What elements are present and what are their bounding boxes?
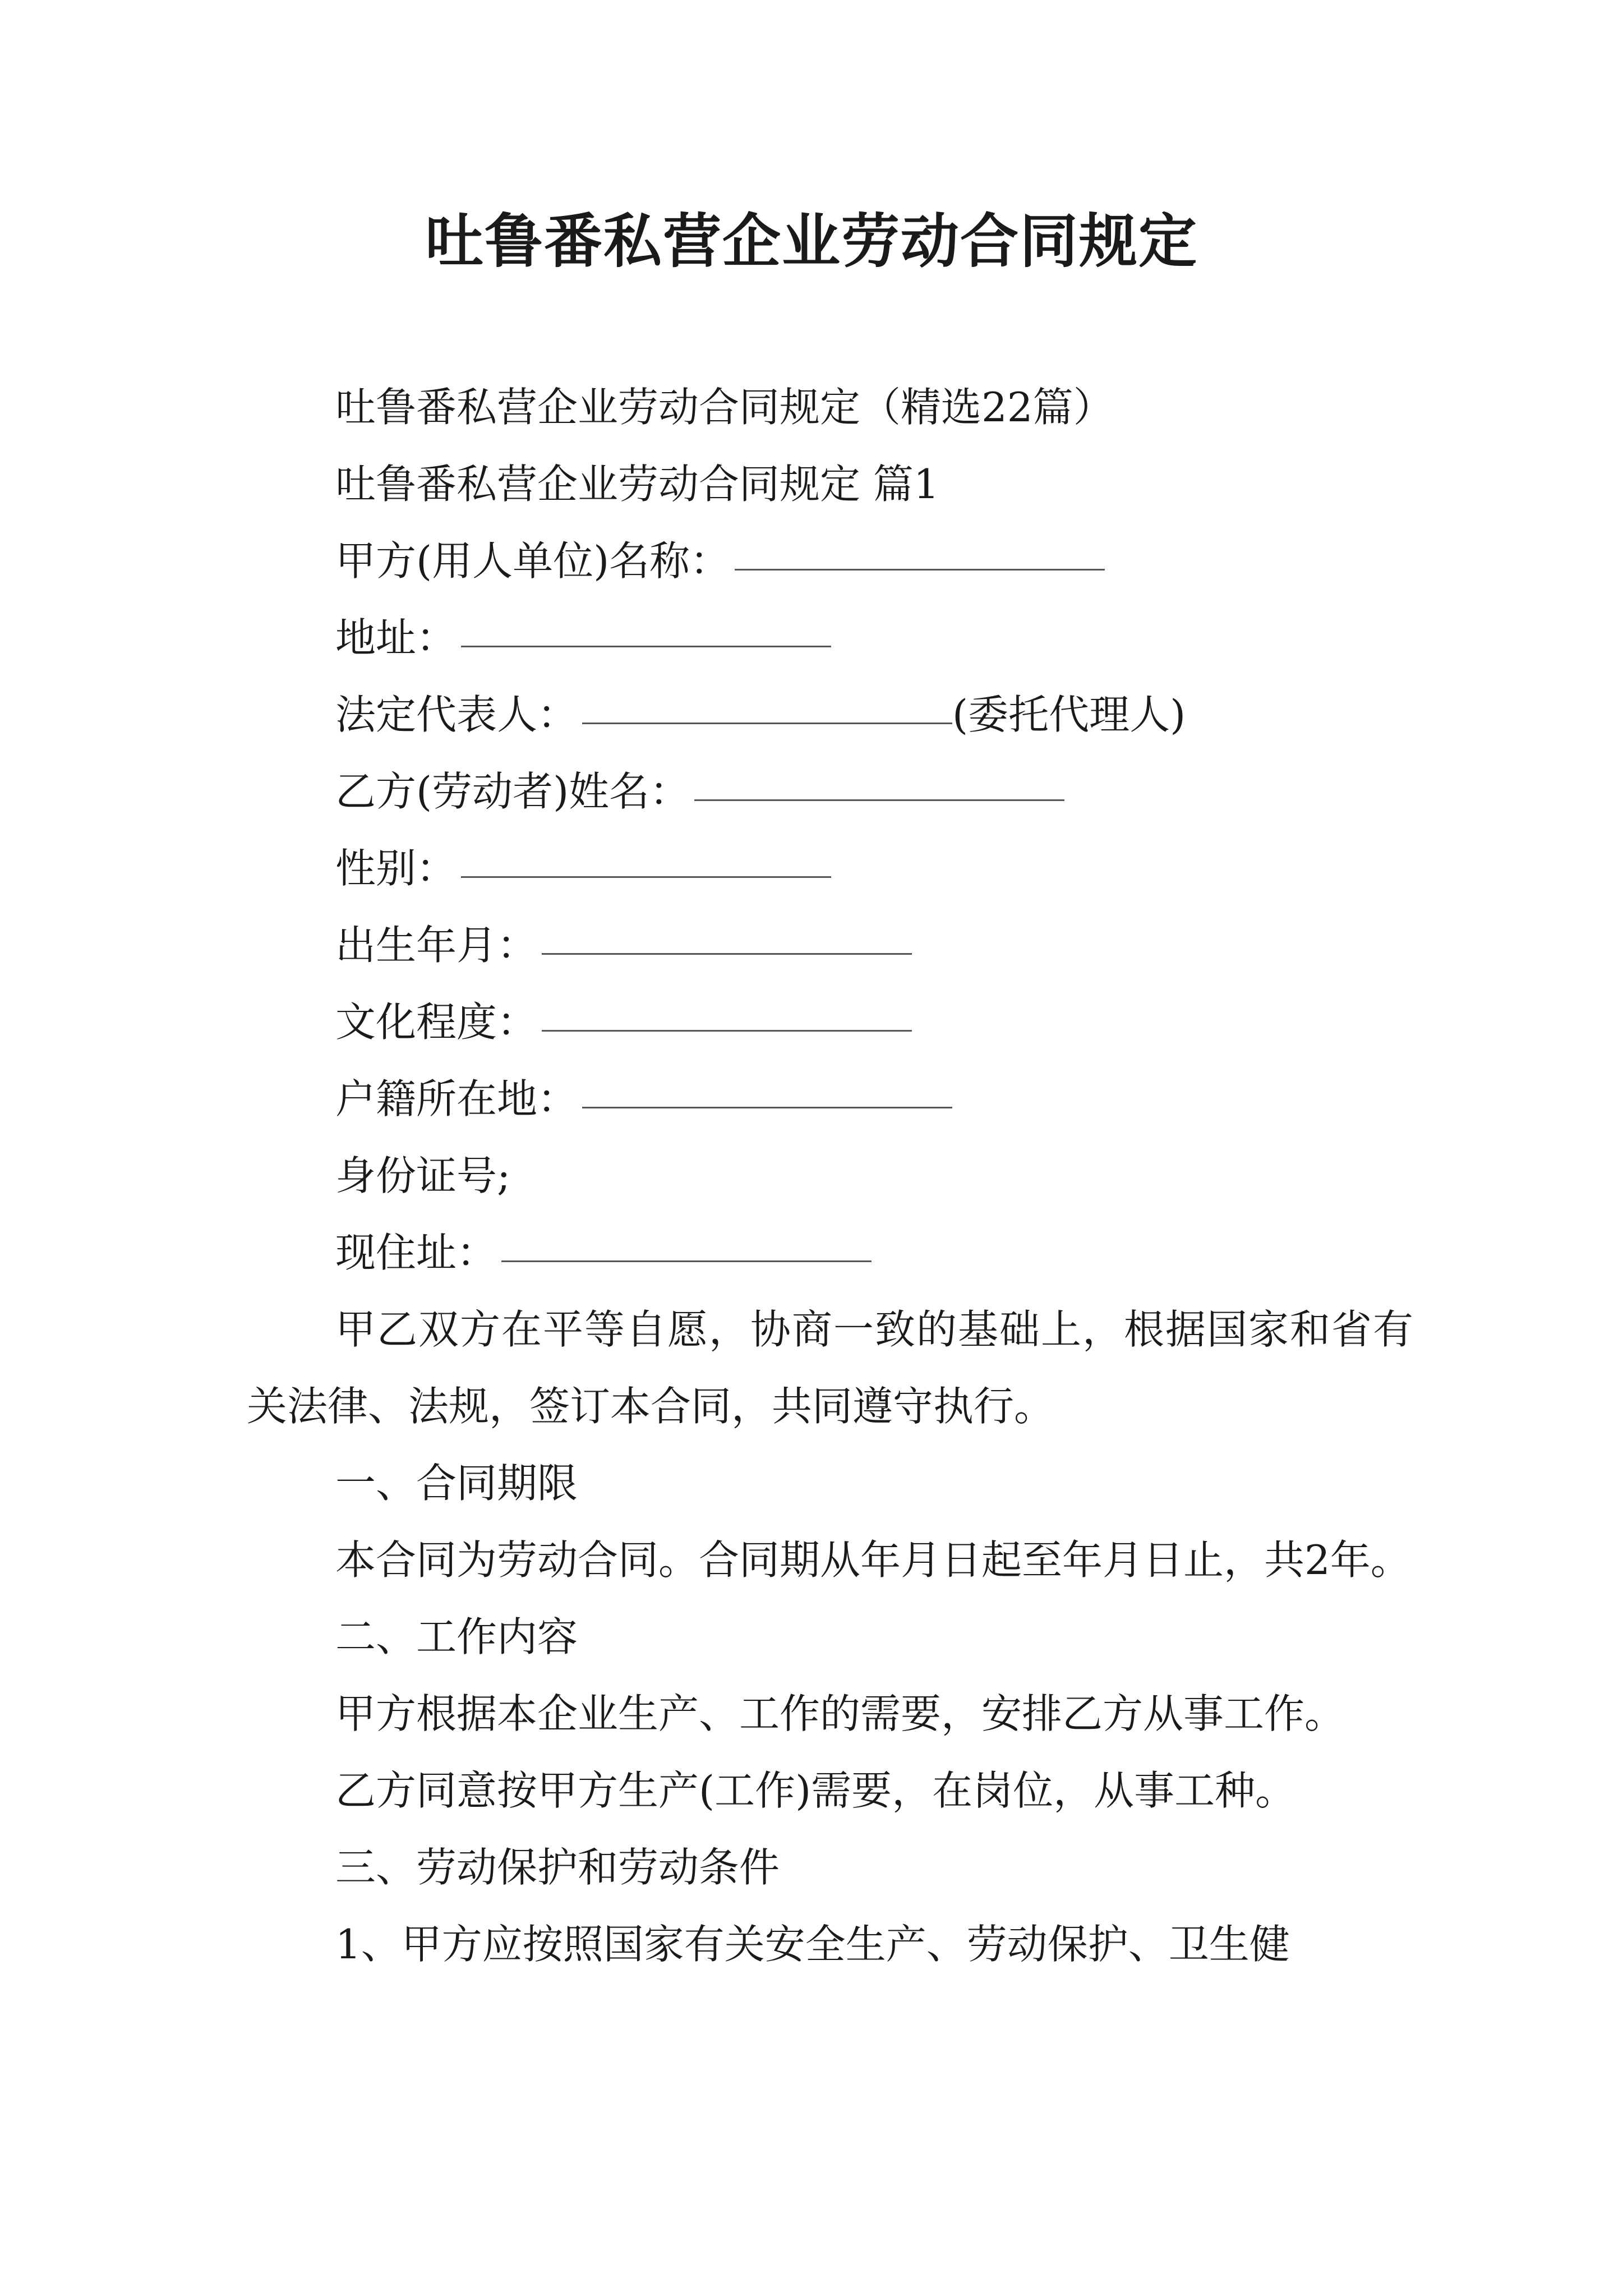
fill-in-line [735, 567, 1105, 570]
fill-in-line [694, 797, 1064, 801]
field-party-b-name [247, 753, 1413, 830]
field-label: 户籍所在地： [335, 1075, 578, 1122]
field-suffix: (委托代理人) [952, 691, 1186, 738]
field-party-a-name [247, 523, 1413, 600]
fill-in-line [542, 951, 912, 955]
heading-work-content: 二、工作内容 [335, 1613, 578, 1660]
paragraph-work-agreement: 乙方同意按甲方生产(工作)需要，在岗位，从事工种。 [335, 1767, 1296, 1814]
fill-in-line [582, 720, 952, 724]
fill-in-line [582, 1105, 952, 1108]
document-subtitle: 吐鲁番私营企业劳动合同规定（精选22篇） [335, 384, 1114, 431]
fill-in-line [461, 643, 831, 647]
fill-in-line [461, 874, 831, 878]
heading-labor-protection: 三、劳动保护和劳动条件 [335, 1844, 780, 1891]
paragraph-labor-protection-1: 1、甲方应按照国家有关安全生产、劳动保护、卫生健 [335, 1921, 1290, 1968]
paragraph-preamble: 甲乙双方在平等自愿，协商一致的基础上，根据国家和省有关法律、法规，签订本合同，共同遵守执行。 [247, 1306, 1413, 1430]
field-legal-representative [247, 677, 1413, 753]
field-birth-date [247, 907, 1413, 984]
paragraph-contract-term: 本合同为劳动合同。合同期从年月日起至年月日止，共2年。 [335, 1536, 1411, 1584]
field-label: 甲方(用人单位)名称： [335, 537, 731, 585]
field-household-registration [247, 1061, 1413, 1138]
field-label: 现住址： [335, 1229, 497, 1276]
field-id-number [247, 1138, 1413, 1214]
field-label: 性别： [335, 845, 457, 892]
field-label: 法定代表人： [335, 691, 578, 738]
section-heading: 吐鲁番私营企业劳动合同规定 篇1 [335, 461, 939, 508]
field-gender [247, 830, 1413, 907]
document-title: 吐鲁番私营企业劳动合同规定 [425, 206, 1198, 275]
fill-in-line [501, 1258, 872, 1262]
heading-contract-term: 一、合同期限 [335, 1460, 578, 1507]
document-body [247, 369, 1413, 1983]
fill-in-line [542, 1028, 912, 1032]
field-label: 地址： [335, 614, 457, 661]
field-label: 身份证号; [335, 1152, 511, 1199]
field-current-address [247, 1214, 1413, 1291]
field-label: 文化程度： [335, 999, 538, 1046]
field-education [247, 984, 1413, 1061]
field-label: 出生年月： [335, 922, 538, 969]
field-address [247, 600, 1413, 677]
field-label: 乙方(劳动者)姓名： [335, 768, 690, 815]
paragraph-work-assignment: 甲方根据本企业生产、工作的需要，安排乙方从事工作。 [335, 1690, 1345, 1737]
